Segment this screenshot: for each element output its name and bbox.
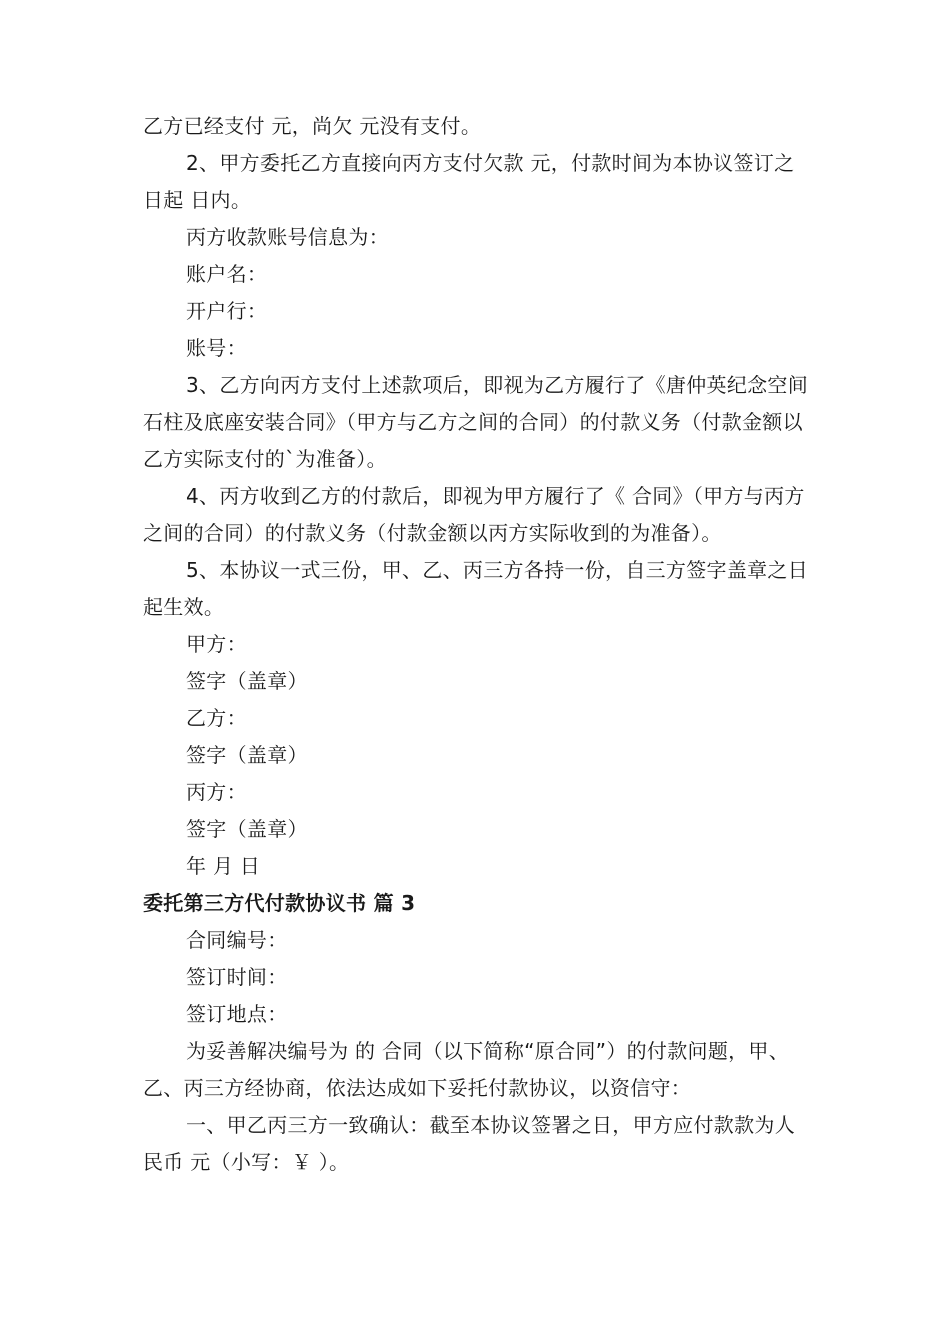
paragraph: 签字（盖章） bbox=[186, 743, 308, 767]
paragraph: 3、乙方向丙方支付上述款项后，即视为乙方履行了《唐仲英纪念空间石柱及底座安装合同》（甲方与乙方之间的合同）的付款义务（付款金额以乙方实际支付的`为准备）。 bbox=[143, 373, 809, 471]
paragraph: 丙方收款账号信息为： bbox=[186, 225, 389, 249]
paragraph: 签订时间： bbox=[186, 965, 288, 989]
paragraph: 为妥善解决编号为 的 合同（以下简称“原合同”）的付款问题，甲、乙、丙三方经协商，依法达成如下妥托付款协议，以资信守： bbox=[143, 1039, 790, 1100]
paragraph: 签字（盖章） bbox=[186, 817, 308, 841]
paragraph: 开户行： bbox=[186, 299, 268, 323]
paragraph: 4、丙方收到乙方的付款后，即视为甲方履行了《 合同》（甲方与丙方之间的合同）的付款义务（付款金额以丙方实际收到的为准备）。 bbox=[143, 484, 805, 545]
paragraph: 账户名： bbox=[186, 262, 268, 286]
paragraph: 乙方已经支付 元，尚欠 元没有支付。 bbox=[143, 114, 482, 138]
paragraph: 年 月 日 bbox=[186, 854, 261, 878]
paragraph: 签字（盖章） bbox=[186, 669, 308, 693]
document-body bbox=[143, 108, 813, 1181]
paragraph: 丙方： bbox=[186, 780, 247, 804]
paragraph: 一、甲乙丙三方一致确认：截至本协议签署之日，甲方应付款款为人民币 元（小写：￥ ）。 bbox=[143, 1113, 795, 1174]
paragraph: 签订地点： bbox=[186, 1002, 288, 1026]
paragraph: 账号： bbox=[186, 336, 247, 360]
paragraph: 5、本协议一式三份，甲、乙、丙三方各持一份，自三方签字盖章之日起生效。 bbox=[143, 558, 809, 619]
paragraph: 甲方： bbox=[186, 632, 247, 656]
paragraph: 合同编号： bbox=[186, 928, 288, 952]
paragraph: 乙方： bbox=[186, 706, 247, 730]
paragraph: 2、甲方委托乙方直接向丙方支付欠款 元，付款时间为本协议签订之日起 日内。 bbox=[143, 151, 795, 212]
section-heading: 委托第三方代付款协议书 篇 3 bbox=[143, 891, 416, 915]
